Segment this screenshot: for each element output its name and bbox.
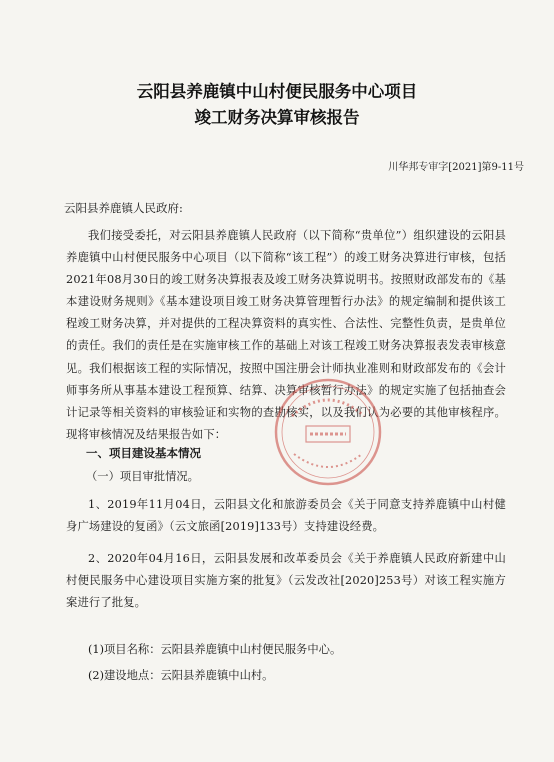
document-number: 川华邦专审字[2021]第9-11号 [388, 162, 524, 173]
report-title-line1: 云阳县养鹿镇中山村便民服务中心项目 [136, 82, 418, 101]
intro-paragraph: 我们接受委托，对云阳县养鹿镇人民政府（以下简称“贵单位”）组织建设的云阳县养鹿镇中山村便民服务中心项目（以下简称“该工程”）的竣工财务决算进行审核，包括2021年08月30日的竣工财务决算报表及竣工财务决算说明书。按照财政部发布的《基本建设财务规则》《基本建设项目竣工财务决算管理暂行办法》的规定编制和提供该工程竣工财务决算，并对提供的工程决算资料的真实性、合法性、完整性负责，是贵单位的责任。我们的责任是在实施审核工作的基础上对该工程竣工财务决算报表发表审核意见。我们根据该工程的实际情况，按照中国注册会计师执业准则和财政部发布的《会计师事务所从事基本建设工程预算、结算、决算审核暂行办法》的规定实施了包括抽查会计记录等相关资料的审核验证和实物的查勘核实，以及我们认为必要的其他审核程序。现将审核情况及结果报告如下： [66, 229, 506, 441]
report-title-line2: 竣工财务决算审核报告 [194, 108, 360, 127]
official-seal-stamp [272, 376, 384, 488]
salutation: 云阳县养鹿镇人民政府: [64, 201, 183, 215]
approval-paragraph-1: 1、2019年11月04日，云阳县文化和旅游委员会《关于同意支持养鹿镇中山村健身广场建设的复函》（云文旅函[2019]133号）支持建设经费。 [66, 498, 506, 534]
section-heading: 一、项目建设基本情况 [86, 446, 201, 460]
approval-paragraph-2: 2、2020年04月16日，云阳县发展和改革委员会《关于养鹿镇人民政府新建中山村便民服务中心建设项目实施方案的批复》（云发改社[2020]253号）对该工程实施方案进行了批复。 [66, 552, 506, 610]
subsection-heading: （一）项目审批情况。 [86, 470, 199, 483]
project-name-item: (1)项目名称：云阳县养鹿镇中山村便民服务中心。 [88, 643, 342, 656]
project-location-item: (2)建设地点：云阳县养鹿镇中山村。 [88, 669, 274, 682]
